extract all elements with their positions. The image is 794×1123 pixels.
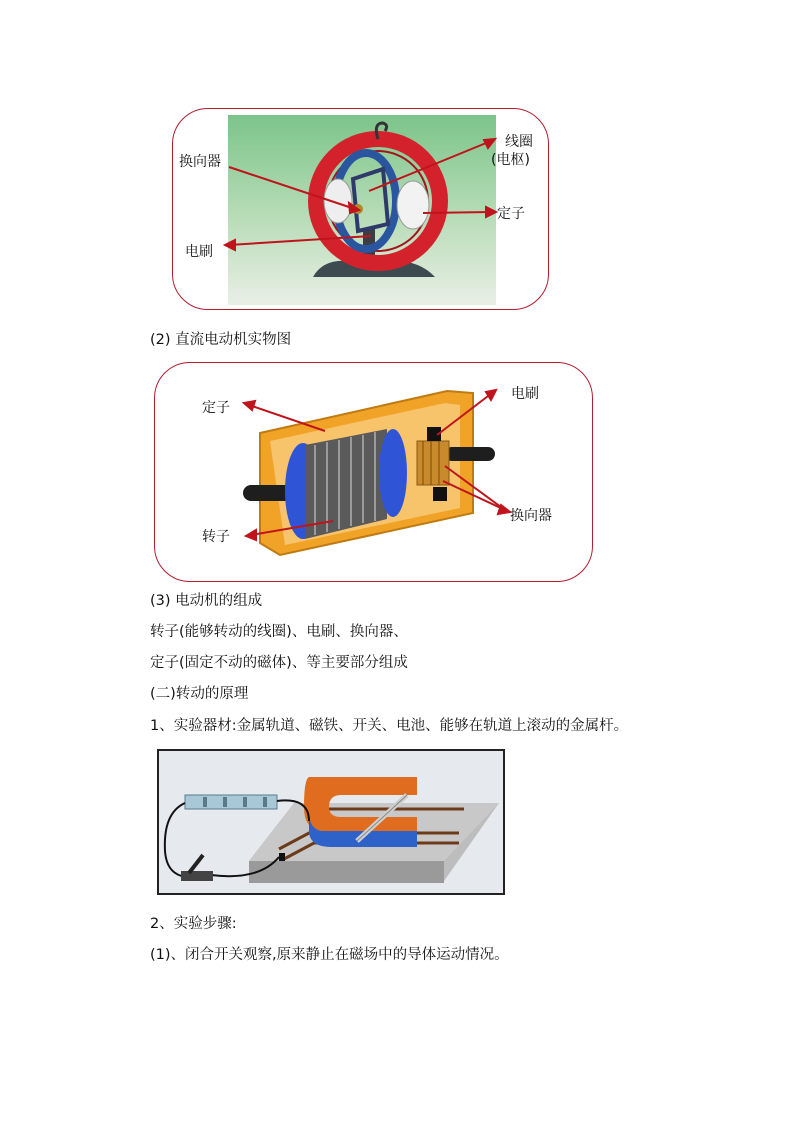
steps-heading: 2、实验步骤: bbox=[150, 916, 237, 932]
figure-rail-experiment bbox=[157, 749, 505, 895]
label-armature: (电枢) bbox=[491, 152, 530, 168]
figure-motor-model-frame bbox=[172, 108, 549, 310]
label-rotor: 转子 bbox=[202, 529, 230, 545]
label-brush: 电刷 bbox=[185, 244, 213, 260]
heading-motor-composition: (3) 电动机的组成 bbox=[150, 593, 263, 609]
step-1: (1)、闭合开关观察,原来静止在磁场中的导体运动情况。 bbox=[150, 947, 509, 963]
label-commutator: 换向器 bbox=[179, 154, 221, 170]
caption-dc-motor: (2) 直流电动机实物图 bbox=[150, 332, 292, 348]
label-coil: 线圈 bbox=[505, 134, 533, 150]
composition-line-2: 定子(固定不动的磁体)、等主要部分组成 bbox=[150, 655, 408, 671]
section-heading-principle: (二)转动的原理 bbox=[150, 686, 249, 702]
label-stator: 定子 bbox=[497, 206, 525, 222]
composition-line-1: 转子(能够转动的线圈)、电刷、换向器、 bbox=[150, 624, 408, 640]
label-commutator: 换向器 bbox=[510, 508, 552, 524]
label-brush: 电刷 bbox=[511, 386, 539, 402]
rail-experiment-illustration bbox=[159, 751, 503, 893]
figure-dc-motor-frame bbox=[154, 362, 593, 582]
materials-line: 1、实验器材:金属轨道、磁铁、开关、电池、能够在轨道上滚动的金属杆。 bbox=[150, 718, 629, 734]
motor-model-illustration bbox=[173, 109, 548, 309]
label-stator: 定子 bbox=[202, 400, 230, 416]
